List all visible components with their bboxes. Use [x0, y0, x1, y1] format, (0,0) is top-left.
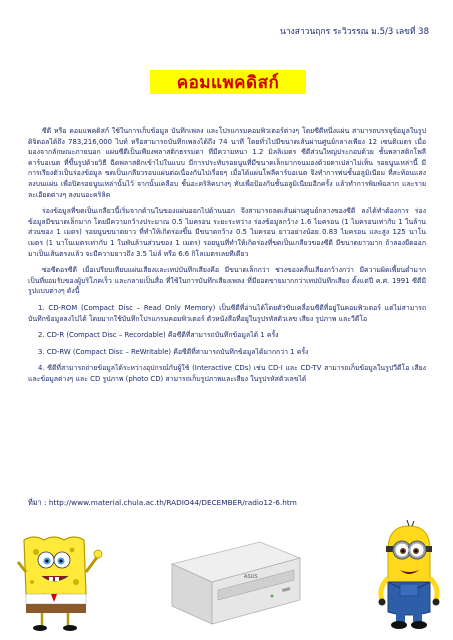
list-item-cdrom: 1. CD-ROM (Compact Disc – Read Only Memory) เป็นซีดีที่อ่านได้โดยตัวขับเคลื่อนซีดีที่อยู่ในคอมพิวเตอร์ แต่ไม่สามารถบันทึกข้อมูลลงไปได้ โดยมากใช้บันทึกโปรแกรมคอมพิวเตอร์ ตัวหนังสือที่อยู่ในรูปรหัสตัวเลข เสียง รูปภาพ และวีดีโอ [28, 303, 426, 323]
minion-image [374, 520, 444, 632]
author-line: นางสาวนฤกร ระวิวรรณ ม.5/3 เลขที่ 38 [280, 27, 429, 37]
reference-line [28, 498, 297, 509]
cd-drive-image [164, 534, 304, 630]
drive-brand-label: ASUS [244, 574, 258, 580]
paragraph-intro: ซีดี หรือ คอมแพคดิสก์ ใช้ในการเก็บข้อมูล บันทึกเพลง และโปรแกรมคอมพิวเตอร์ต่างๆ โดยซีดีหนึ่งแผ่น สามารถบรรจุข้อมูลในรูปดิจิตอลได้ถึง 783,216,000 ไบท์ หรือสามารถบันทึกเพลงได้ถึง 74 นาที โดยทั่วไปมีขนาดเส้นผ่านศูนย์กลางเพียง 12 เซนติเมตร เมื่อมองจากลักษณะภายนอก แผ่นซีดีเป็นเพียงพลาสติกธรรมดา ที่มีความหนา 1.2 มิลลิเมตร ซีดีส่วนใหญ่ประกอบด้วย ชั้นพลาสติกโพลีคาร์บอเนต ที่ขึ้นรูปด้วยวิธี ฉีดพลาสติกเข้าไปในแบบ มีการประทับรอยนูนที่มีขนาดเล็กมากจนมองด้วยตาเปล่าไม่เห็น รอยนูนเหล่านี้ มีการเรียงตัวเป็นร่องข้อมูล ขดเป็นเกลียวรอบแผ่นต่อเนื่องกันไปเรื่อยๆ เมื่อได้แผ่นโพลีคาร์บอเนต จึงทำการพ่นชั้นอลูมิเนียม ที่สะท้อนแสงลงบนแผ่น เพื่อปิดรอยนูนเหล่านั้นไว้ จากนั้นเคลือบ ชั้นอะคริลิคบางๆ ทับเพื่อป้องกันชั้นอลูมิเนียมอีกครั้ง แล้วทำการพิมพ์ฉลาก และรายละเอียดต่างๆ ลงบนอะคริลิค [28, 127, 426, 199]
reference-label: ที่มา : [28, 498, 49, 507]
list-item-interactive: 4. ซีดีที่สามารถถ่ายข้อมูลได้ระหว่างอุปกรณ์กับผู้ใช้ (Interactive CDs) เช่น CD-I และ CD-TV สามารถเก็บข้อมูลในรูปวีดีโอ เสียง และข้อมูลต่างๆ และ CD รูปภาพ (photo CD) สามารถเก็บรูปภาพและเสียง ในรูปรหัสตัวเลขได้ [28, 364, 426, 383]
title-banner [150, 70, 306, 94]
spongebob-image [14, 532, 106, 632]
list-item-cdr: 2. CD-R (Compact Disc – Recordable) คือซีดีที่สามารถบันทึกข้อมูลได้ 1 ครั้ง [38, 331, 279, 340]
article-body [28, 126, 426, 390]
paragraph-formats: ซ่อซีดอรซีดี เมื่อเปรียบเทียบแผ่นเสียงและเทปบันทึกเสียงคือ มีขนาดเล็กกว่า ช่วงของคลื่นเสียงกว้างกว่า มีความผิดเพี้ยนต่ำมาก เป็นที่ยอมรับของผู้บริโภคเร็ว และกลายเป็นสื่อ ที่ใช้ในการบันทึกเสียงเพลง ที่มียอดขายมากกว่าเทปบันทึกเสียง ตั้งแต่ปี ค.ศ. 1991 ซีดีมีรูปแบบต่างๆ ดังนี้ [28, 266, 426, 296]
reference-link[interactable]: http://www.material.chula.ac.th/RADIO44/DECEMBER/radio12-6.htm [48, 498, 297, 507]
page-title: คอมแพคดิสก์ [176, 72, 280, 93]
paragraph-groove: ร่องข้อมูลที่ขดเป็นเกลียวนี้เริ่มจากด้านในของแผ่นออกไปด้านนอก จึงสามารถลดเส้นผ่านศูนย์กลางของซีดี ลงได้ทำต้องการ ร่องข้อมูลมีขนาดเล็กมาก โดยมีความกว้างประมาณ 0.5 ไมครอน ระยะระหว่าง ร่องข้อมูลกว้าง 1.6 ไมครอน (1 ไมครอนเท่ากับ 1 ในล้านส่วนของ 1 เมตร) รอยนูนขนาดยาว ที่ทำให้เกิดร่องขึ้น มีขนาดกว้าง 0.5 ไมครอน ยาวอย่างน้อย 0.83 ไมครอน และสูง 125 นาโนเมตร (1 นาโนเมตรเท่ากับ 1 ในพันล้านส่วนของ 1 เมตร) รอยนูนที่ทำให้เกิดร่องที่ขดเป็นเกลียวของซีดี มีขนาดยาวมาก ถ้าลองยืดออกมาเป็นเส้นตรงแล้ว จะมีความยาวถึง 3.5 ไมล์ หรือ 6.6 กิโลเมตรเลยทีเดียว [28, 207, 426, 258]
list-item-cdrw: 3. CD-RW (Compact Disc – ReWritable) คือซีดีที่สามารถบันทึกข้อมูลได้มากกว่า 1 ครั้ง [38, 347, 309, 356]
